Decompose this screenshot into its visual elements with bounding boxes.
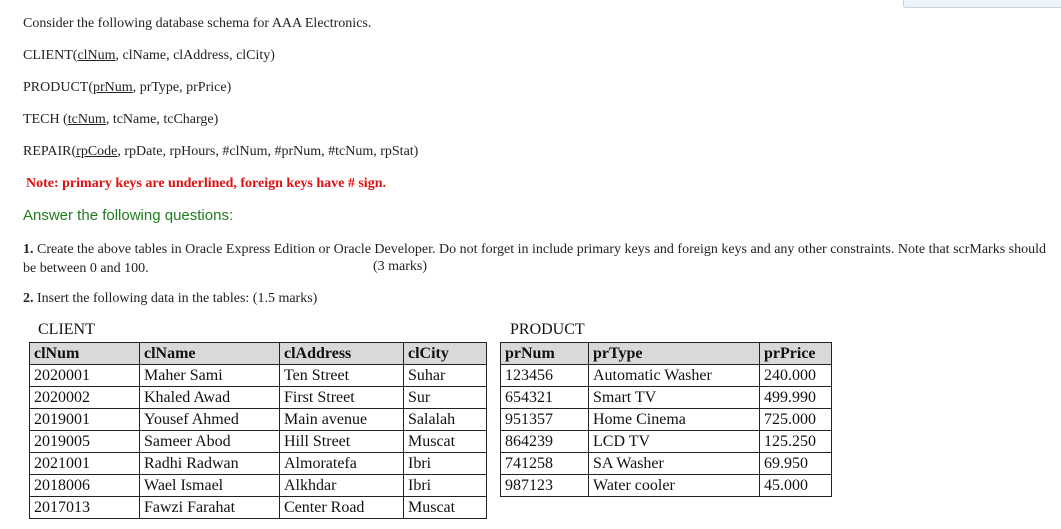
primary-key: clNum xyxy=(77,48,116,63)
table-cell: Alkhdar xyxy=(280,475,404,497)
intro-text: Consider the following database schema for AAA Electronics. xyxy=(23,16,372,31)
table-cell: Suhar xyxy=(404,365,487,387)
schema-tech: TECH (tcNum, tcName, tcCharge) xyxy=(23,112,219,127)
answer-heading: Answer the following questions: xyxy=(23,207,234,224)
table-cell: SA Washer xyxy=(589,453,760,475)
column-header: clName xyxy=(140,343,280,365)
product-table xyxy=(500,342,832,497)
table-cell: Muscat xyxy=(404,497,487,519)
table-cell: Salalah xyxy=(404,409,487,431)
table-cell: 2021001 xyxy=(30,453,140,475)
table-cell: 125.250 xyxy=(760,431,832,453)
schema-repair: REPAIR(rpCode, rpDate, rpHours, #clNum, #prNum, #tcNum, rpStat) xyxy=(23,144,419,159)
primary-key: prNum xyxy=(93,80,133,95)
table-cell: 654321 xyxy=(501,387,589,409)
table-row xyxy=(501,453,832,475)
table-cell: Radhi Radwan xyxy=(140,453,280,475)
column-header: prType xyxy=(589,343,760,365)
client-table xyxy=(29,342,487,519)
table-cell: 45.000 xyxy=(760,475,832,497)
column-header: clAddress xyxy=(280,343,404,365)
table-row xyxy=(501,431,832,453)
primary-key: rpCode xyxy=(76,144,118,159)
table-row xyxy=(30,365,487,387)
table-cell: Home Cinema xyxy=(589,409,760,431)
table-cell: 240.000 xyxy=(760,365,832,387)
table-cell: Smart TV xyxy=(589,387,760,409)
question-1: 1. Create the above tables in Oracle Express Edition or Oracle Developer. Do not forget in include primary keys and foreign keys and any other constraints. Note that scrMarks should be between 0 and 100. xyxy=(23,242,1046,276)
table-header-row xyxy=(501,343,832,365)
column-header: prPrice xyxy=(760,343,832,365)
table-row xyxy=(501,387,832,409)
table-cell: Sameer Abod xyxy=(140,431,280,453)
column-header: clNum xyxy=(30,343,140,365)
client-table-caption: CLIENT xyxy=(38,321,95,338)
table-cell: 123456 xyxy=(501,365,589,387)
table-row xyxy=(30,431,487,453)
question-1-marks: (3 marks) xyxy=(373,259,428,274)
table-row xyxy=(30,497,487,519)
schema-client: CLIENT(clNum, clName, clAddress, clCity) xyxy=(23,48,275,63)
table-header-row xyxy=(30,343,487,365)
table-cell: Main avenue xyxy=(280,409,404,431)
table-cell: 2019001 xyxy=(30,409,140,431)
table-cell: Center Road xyxy=(280,497,404,519)
column-header: clCity xyxy=(404,343,487,365)
table-cell: Yousef Ahmed xyxy=(140,409,280,431)
table-cell: Hill Street xyxy=(280,431,404,453)
table-cell: 499.990 xyxy=(760,387,832,409)
table-row xyxy=(501,409,832,431)
table-cell: 2017013 xyxy=(30,497,140,519)
table-row xyxy=(501,475,832,497)
table-cell: 987123 xyxy=(501,475,589,497)
window-edge-bar xyxy=(903,0,1061,8)
table-row xyxy=(501,365,832,387)
table-cell: Khaled Awad xyxy=(140,387,280,409)
table-cell: 951357 xyxy=(501,409,589,431)
table-cell: 2018006 xyxy=(30,475,140,497)
table-row xyxy=(30,409,487,431)
table-cell: 2020001 xyxy=(30,365,140,387)
table-cell: Almoratefa xyxy=(280,453,404,475)
table-cell: Automatic Washer xyxy=(589,365,760,387)
table-cell: Wael Ismael xyxy=(140,475,280,497)
table-cell: 69.950 xyxy=(760,453,832,475)
table-cell: Water cooler xyxy=(589,475,760,497)
table-cell: 741258 xyxy=(501,453,589,475)
table-cell: Ibri xyxy=(404,475,487,497)
table-cell: 725.000 xyxy=(760,409,832,431)
column-header: prNum xyxy=(501,343,589,365)
schema-product: PRODUCT(prNum, prType, prPrice) xyxy=(23,80,232,95)
table-cell: Fawzi Farahat xyxy=(140,497,280,519)
table-cell: Ibri xyxy=(404,453,487,475)
product-table-caption: PRODUCT xyxy=(510,321,585,338)
table-cell: LCD TV xyxy=(589,431,760,453)
question-2: 2. Insert the following data in the tables: (1.5 marks) xyxy=(23,291,318,306)
note-text: Note: primary keys are underlined, foreign keys have # sign. xyxy=(26,176,386,191)
table-cell: Muscat xyxy=(404,431,487,453)
table-cell: Maher Sami xyxy=(140,365,280,387)
table-cell: 2019005 xyxy=(30,431,140,453)
table-cell: First Street xyxy=(280,387,404,409)
table-cell: Ten Street xyxy=(280,365,404,387)
table-cell: 2020002 xyxy=(30,387,140,409)
table-row xyxy=(30,475,487,497)
table-cell: 864239 xyxy=(501,431,589,453)
table-row xyxy=(30,453,487,475)
table-row xyxy=(30,387,487,409)
table-cell: Sur xyxy=(404,387,487,409)
primary-key: tcNum xyxy=(67,112,106,127)
